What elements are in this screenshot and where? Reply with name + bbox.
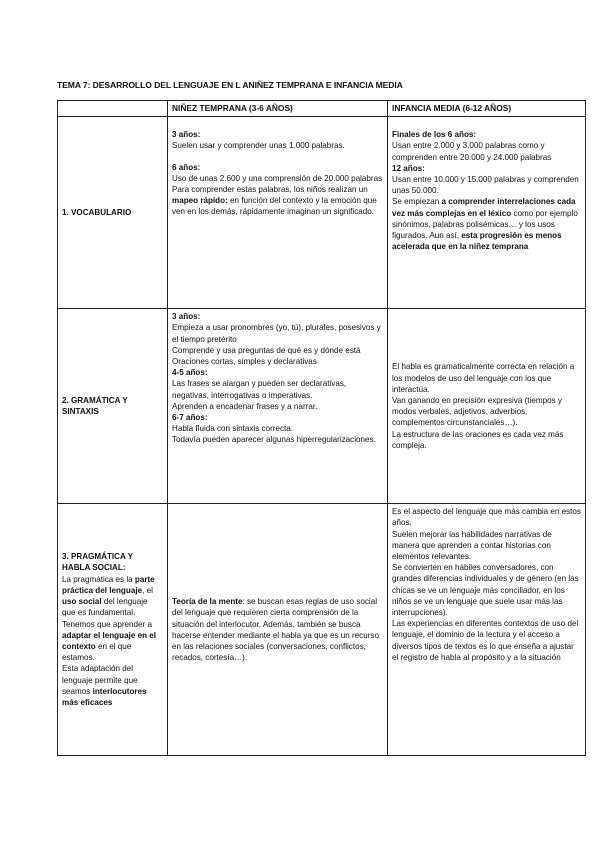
- vocab-middle-text-2: Usan entre 10.000 y 15.000 palabras y comprenden unas 50.000.: [392, 175, 579, 196]
- pragmatics-adaptation: Esta adaptación del lenguaje permite que seamos interlocutores más eficaces: [62, 664, 147, 707]
- grammar-early-text-2: Comprende y usa preguntas de qué es y dónde está: [172, 345, 361, 355]
- grammar-early-text-3: Oraciones cortas, simples y declarativas: [172, 357, 317, 367]
- grammar-early-text-4: Las frases se alargan y pueden ser declarativas, negativas, interrogativas o imperativas.: [172, 379, 347, 400]
- pragmatics-label-cell: [58, 504, 168, 756]
- grammar-row: [58, 309, 586, 504]
- grammar-early-heading-3: 3 años:: [172, 312, 201, 322]
- grammar-early-text-6: Habla fluida con sintaxis correcta.: [172, 424, 294, 434]
- pragmatics-definition: La pragmática es la parte práctica del lenguaje, el uso social del lenguaje que es fundamental. Tenemos que aprender a adaptar el lenguaje en el contexto en el que estamos.: [62, 574, 157, 663]
- language-development-table: [57, 100, 586, 756]
- vocab-early-heading-3: 3 años:: [172, 130, 201, 140]
- header-middle-childhood: INFANCIA MEDIA (6-12 AÑOS): [388, 101, 586, 117]
- header-empty-cell: [58, 101, 168, 117]
- vocabulary-row: [58, 117, 586, 309]
- vocab-middle-text-1: Usan entre 2.000 y 3.000 palabras como y comprenden entre 20.000 y 24.000 palabras: [392, 141, 552, 162]
- pragmatics-early-text: Teoría de la mente: se buscan esas reglas de uso social del lenguaje que requieren cierta comprensión de la situación del interlocutor. Además, también se busca hacerse entender mediante el habla ya que es un recurso en las relaciones sociales (conversaciones, conflictos, recados, cortesía…).: [172, 597, 379, 663]
- vocab-early-text-1: Suelen usar y comprender unas 1.000 palabras.: [172, 141, 345, 151]
- grammar-early-text-7: Todavía pueden aparecer algunas hiperregularizaciones.: [172, 435, 376, 445]
- vocab-early-heading-6: 6 años:: [172, 162, 201, 172]
- grammar-middle-text-2: Van ganando en precisión expresiva (tiempos y modos verbales, adjetivos, adverbios, complementos circunstanciales…).: [392, 396, 562, 428]
- pragmatics-early-cell: [168, 504, 388, 756]
- grammar-early-text-1: Empieza a usar pronombres (yo, tú), plurales, posesivos y el tiempo pretérito: [172, 323, 381, 344]
- vocabulary-label: 1. VOCABULARIO: [58, 117, 168, 309]
- grammar-early-text-5: Aprenden a encadenar frases y a narrar.: [172, 401, 318, 411]
- grammar-early-cell: [168, 309, 388, 504]
- grammar-middle-text-1: El habla es gramaticalmente correcta en relación a los modelos de uso del lenguaje con los que interactúa.: [392, 362, 575, 394]
- pragmatics-middle-text-1: Es el aspecto del lenguaje que más cambia en estos años.: [392, 507, 581, 528]
- vocab-middle-text-3: Se empiezan a comprender interrelaciones cada vez más complejas en el léxico como por ejemplo sinónimos, palabras polisémicas… y los usos figurados. Aun así, esta progresión es menos acelerada que en la niñez temprana: [392, 197, 578, 252]
- vocabulary-early-cell: [168, 117, 388, 309]
- grammar-early-heading-45: 4-5 años:: [172, 368, 208, 378]
- pragmatics-middle-text-2: Suelen mejorar las habilidades narrativas de manera que aprenden a contar historias con elementos relevantes.: [392, 529, 552, 562]
- grammar-label: 2. GRAMÁTICA Y SINTAXIS: [58, 309, 168, 504]
- pragmatics-middle-text-3: Se convierten en hábiles conversadores, con grandes diferencias individuales y de género (en las chicas se ve un lenguaje más conciliador, en los niños se ve un lenguaje que suele usar más las interrupciones).: [392, 563, 579, 618]
- grammar-early-heading-67: 6-7 años:: [172, 413, 208, 423]
- vocab-early-text-3: Para comprender estas palabras, los niños realizan un mapeo rápido: en función del contexto y la emoción que ven en los demás, rápidamente imaginan un significado.: [172, 185, 377, 217]
- vocab-middle-heading-12: 12 años:: [392, 163, 425, 173]
- pragmatics-middle-text-4: Las experiencias en diferentes contextos de uso del lenguaje, el dominio de la lectura y el acceso a diversos tipos de textos es lo que enseña a ajustar el registro de habla al propósito y a la situación: [392, 619, 579, 662]
- vocab-early-text-2: Uso de unas 2.600 y una comprensión de 20.000 palabras: [172, 173, 383, 183]
- document-title: TEMA 7: DESARROLLO DEL LENGUAJE EN L ANIÑEZ TEMPRANA E INFANCIA MEDIA: [57, 80, 403, 90]
- pragmatics-middle-cell: [388, 504, 586, 756]
- grammar-middle-text-3: La estructura de las oraciones es cada vez más compleja.: [392, 429, 564, 450]
- pragmatics-label: 3. PRAGMÁTICA Y HABLA SOCIAL:: [62, 552, 133, 573]
- vocabulary-middle-cell: [388, 117, 586, 309]
- header-early-childhood: NIÑEZ TEMPRANA (3-6 AÑOS): [168, 101, 388, 117]
- vocab-middle-heading-6: Finales de los 6 años:: [392, 130, 477, 140]
- header-row: [58, 101, 586, 117]
- pragmatics-row: [58, 504, 586, 756]
- grammar-middle-cell: [388, 309, 586, 504]
